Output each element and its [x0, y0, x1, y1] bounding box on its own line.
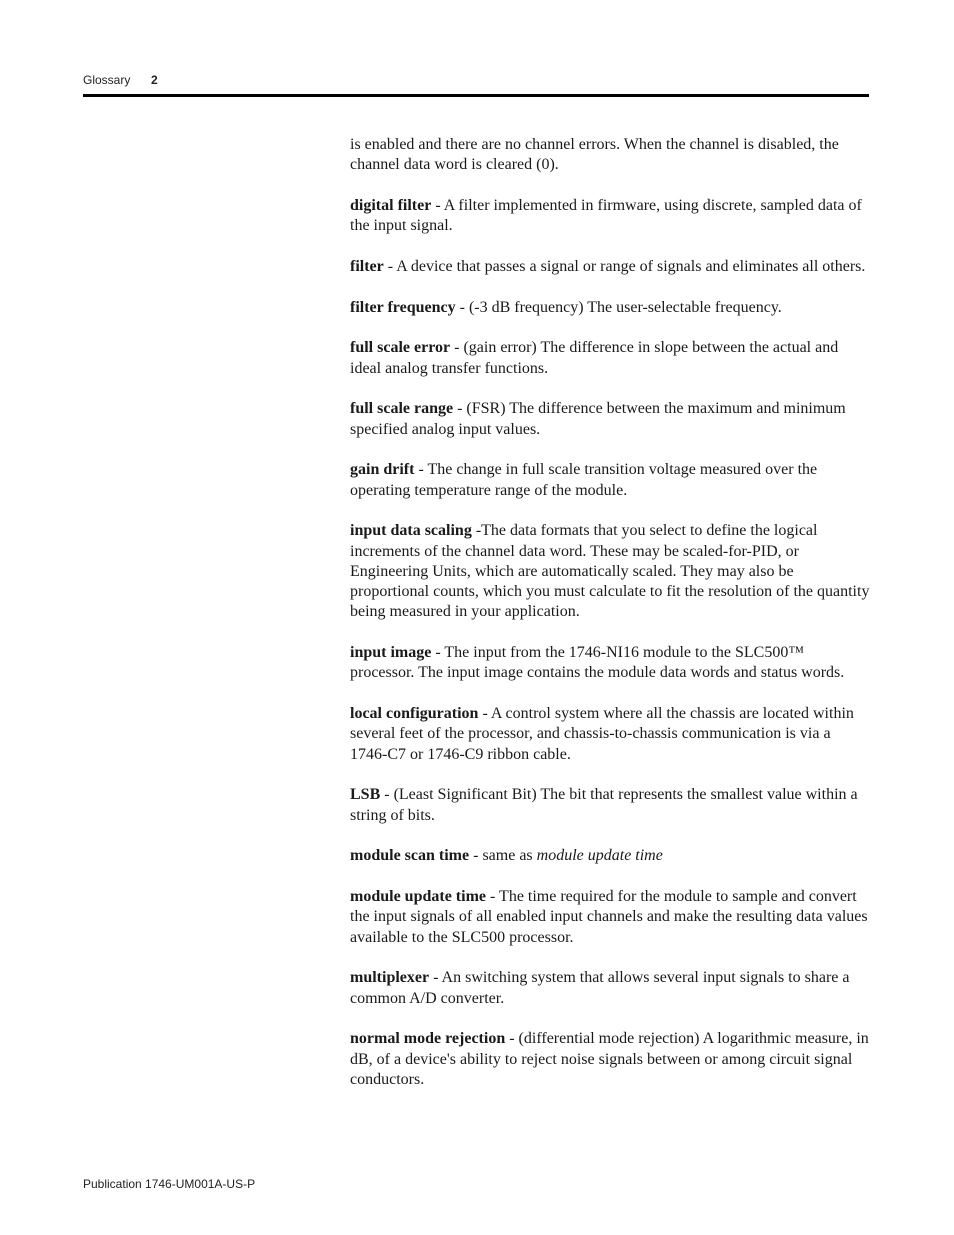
- glossary-entry-full-scale-range: [350, 399, 870, 440]
- entry-definition: - A filter implemented in firmware, using discrete, sampled data of the input signal.: [350, 196, 862, 235]
- entry-term: gain drift: [350, 461, 415, 479]
- entry-definition: - (Least Significant Bit) The bit that represents the smallest value within a string of bits.: [350, 786, 858, 824]
- publication-number: Publication 1746-UM001A-US-P: [83, 1177, 256, 1191]
- glossary-entry-digital-filter: [350, 196, 870, 237]
- glossary-entry-multiplexer: [350, 968, 870, 1009]
- entry-term: multiplexer: [350, 969, 430, 987]
- entry-definition: - A device that passes a signal or range of signals and eliminates all others.: [383, 257, 866, 275]
- page-header: [83, 72, 869, 88]
- glossary-entry-full-scale-error: [350, 338, 870, 379]
- entry-definition: - A control system where all the chassis are located within several feet of the processor, and chassis-to-chassis communication is via a 1746-C7 or 1746-C9 ribbon cable.: [350, 705, 854, 763]
- page-footer: [83, 1176, 255, 1192]
- entry-term: local configuration: [350, 705, 479, 723]
- entry-definition: -The data formats that you select to define the logical increments of the channel data word. These may be scaled-for-PID, or Engineering Units, which are automatically scaled. They may also be proportional counts, which you must calculate to fit the resolution of the quantity being measured in your application.: [350, 522, 870, 621]
- glossary-entry-module-scan-time: [350, 846, 870, 866]
- entry-term: full scale range: [350, 400, 454, 418]
- glossary-entry-local-configuration: [350, 704, 870, 765]
- glossary-entry-filter-frequency: [350, 298, 870, 318]
- glossary-entry-normal-mode-rejection: [350, 1029, 870, 1090]
- entry-definition: is enabled and there are no channel errors. When the channel is disabled, the channel data word is cleared (0).: [350, 136, 839, 174]
- entry-term: filter: [350, 257, 384, 275]
- entry-term: input image: [350, 644, 432, 662]
- entry-term: module update time: [350, 888, 486, 906]
- entry-definition: - (differential mode rejection) A logarithmic measure, in dB, of a device's ability to reject noise signals between or among circuit signal conductors.: [350, 1030, 869, 1088]
- entry-definition: - (gain error) The difference in slope between the actual and ideal analog transfer functions.: [350, 339, 839, 377]
- section-title: Glossary: [83, 73, 131, 87]
- entry-definition: - The time required for the module to sample and convert the input signals of all enabled input channels and make the resulting data values available to the SLC500 processor.: [350, 888, 868, 946]
- entry-definition: - same as: [469, 847, 537, 865]
- page-number: 2: [151, 73, 158, 87]
- entry-term: input data scaling: [350, 522, 472, 540]
- entry-term: filter frequency: [350, 298, 456, 316]
- entry-definition: - The input from the 1746-NI16 module to the SLC500™ processor. The input image contains the module data words and status words.: [350, 644, 845, 682]
- glossary-body: [350, 135, 870, 1111]
- glossary-entry-gain-drift: [350, 460, 870, 501]
- entry-term: normal mode rejection: [350, 1030, 506, 1048]
- glossary-entry-lsb: [350, 785, 870, 826]
- entry-definition: - (-3 dB frequency) The user-selectable frequency.: [455, 298, 782, 316]
- entry-term: LSB: [350, 786, 381, 804]
- entry-definition: - The change in full scale transition voltage measured over the operating temperature range of the module.: [350, 461, 818, 499]
- glossary-entry-continuation: [350, 135, 870, 176]
- entry-definition: - (FSR) The difference between the maximum and minimum specified analog input values.: [350, 400, 846, 438]
- entry-cross-reference: module update time: [536, 847, 663, 865]
- entry-term: full scale error: [350, 339, 451, 357]
- glossary-entry-input-image: [350, 643, 870, 684]
- glossary-entry-module-update-time: [350, 887, 870, 948]
- glossary-entry-input-data-scaling: [350, 521, 870, 622]
- entry-definition: - An switching system that allows several input signals to share a common A/D converter.: [350, 969, 850, 1007]
- entry-term: digital filter: [350, 196, 432, 214]
- entry-term: module scan time: [350, 847, 470, 865]
- header-rule: [83, 94, 869, 97]
- glossary-entry-filter: [350, 257, 870, 277]
